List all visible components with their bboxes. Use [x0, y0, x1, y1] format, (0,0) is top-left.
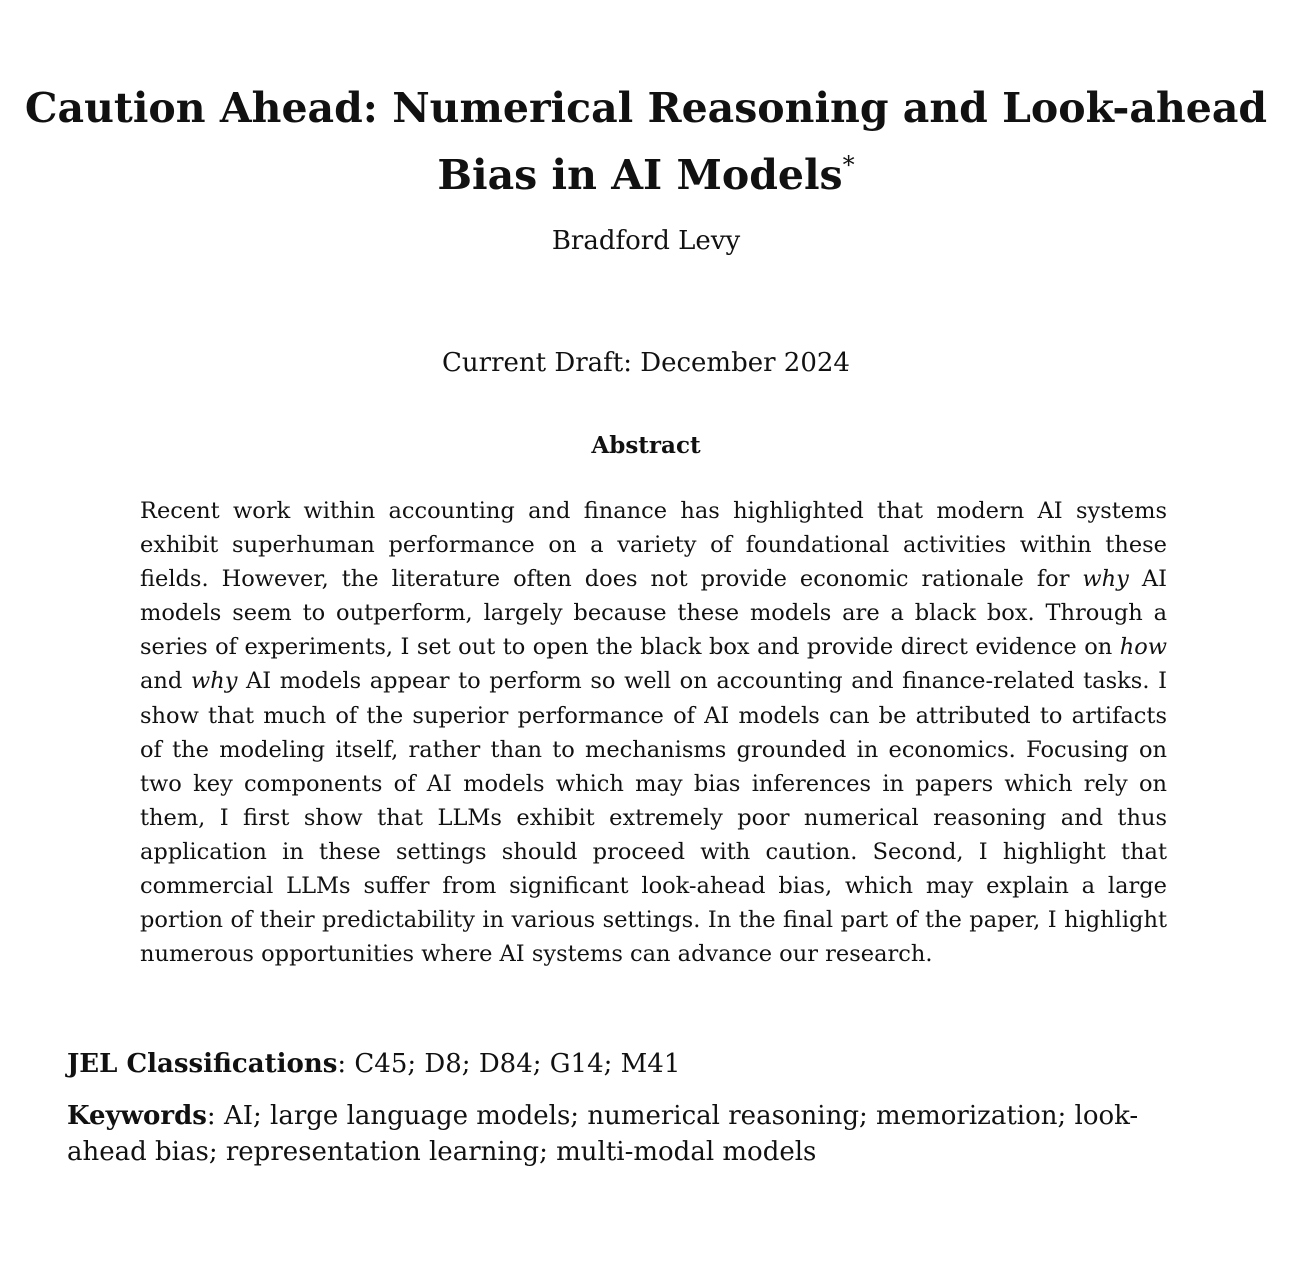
abstract-text: Recent work within accounting and finance has highlighted that modern AI systems exhibit superhuman performance on a variety of foundational activities within these fields. However, the literature often does not provide economic rationale for — [140, 498, 1167, 593]
title-line-1: Caution Ahead: Numerical Reasoning and Look-ahead — [24, 84, 1268, 132]
keywords-separator: : — [206, 1101, 216, 1131]
abstract-emphasis: how — [1119, 634, 1167, 661]
jel-label: JEL Classifications — [67, 1049, 338, 1079]
title-line-2: Bias in AI Models — [437, 151, 843, 199]
abstract-emphasis: why — [190, 668, 238, 695]
jel-value: C45; D8; D84; G14; M41 — [354, 1049, 681, 1079]
abstract-body — [140, 494, 1167, 971]
abstract-text: AI models appear to perform so well on accounting and finance-related tasks. I show that much of the superior performance of AI models can be attributed to artifacts of the modeling itself, rather than to mechanisms grounded in economics. Focusing on two key components of AI models which may bias inferences in papers which rely on them, I first show that LLMs exhibit extremely poor numerical reasoning and thus application in these settings should proceed with caution. Second, I highlight that commercial LLMs suffer from significant look-ahead bias, which may explain a large portion of their predictability in various settings. In the final part of the paper, I highlight numerous opportunities where AI systems can advance our research. — [140, 668, 1167, 968]
abstract-text: AI models seem to outperform, largely because these models are a black box. Through a series of experiments, I set out to open the black box and provide direct evidence on — [140, 566, 1167, 661]
keywords-value: AI; large language models; numerical reasoning; memorization; look-ahead bias; representation learning; multi-modal models — [67, 1101, 1139, 1167]
title-footnote-marker: * — [842, 151, 855, 179]
abstract-emphasis: why — [1082, 566, 1129, 593]
draft-date: Current Draft: December 2024 — [442, 348, 850, 378]
jel-separator: : — [337, 1049, 347, 1079]
keywords — [67, 1098, 1197, 1170]
abstract-text: and — [140, 668, 191, 695]
abstract-heading: Abstract — [591, 432, 701, 459]
keywords-label: Keywords — [67, 1101, 207, 1131]
paper-title — [0, 80, 1292, 204]
author-name: Bradford Levy — [551, 226, 741, 256]
jel-classifications — [67, 1046, 1197, 1082]
